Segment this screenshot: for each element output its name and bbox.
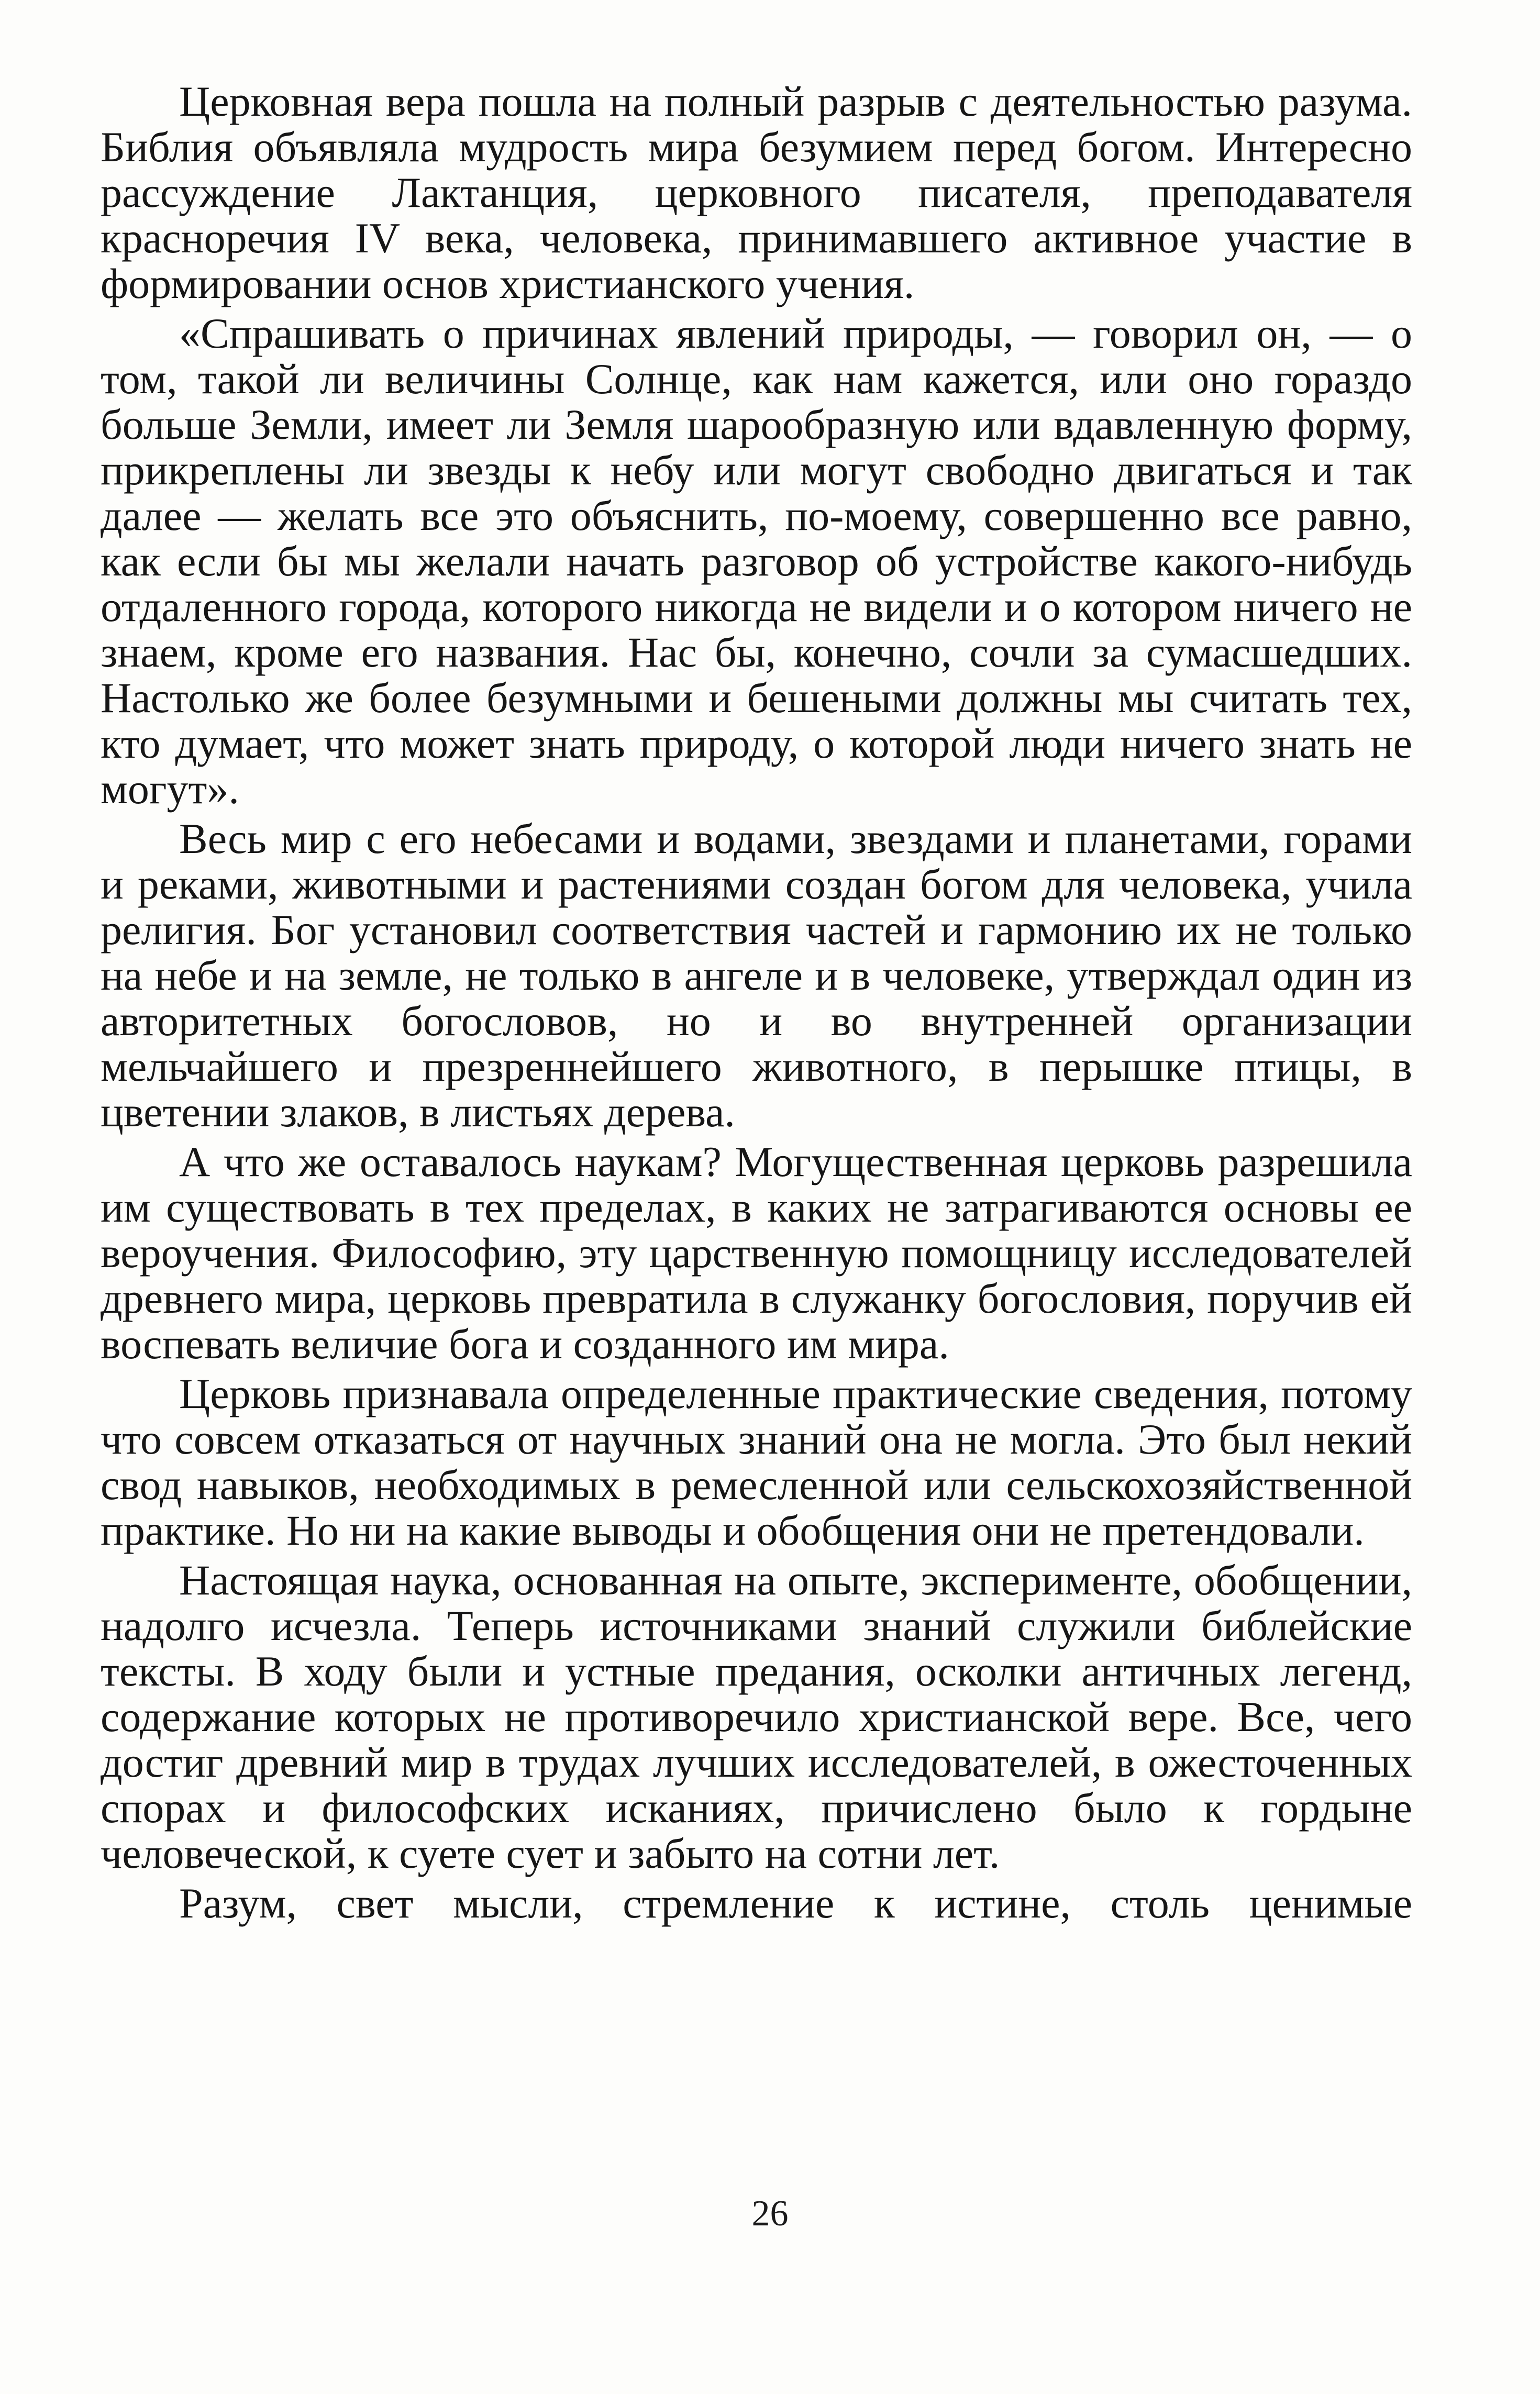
paragraph-true-science: Настоящая наука, основанная на опыте, эксперименте, обобщении, надолго исчезла. Теперь источниками знаний служили библейские тексты. В ходу были и устные предания, осколки античных легенд, содержание которых не противоречило христианской вере. Все, чего достиг древний мир в трудах лучших исследователей, в ожесточенных спорах и философских исканиях, причислено было к гордыне человеческой, к суете сует и забыто на сотни лет. [101, 1556, 1412, 1877]
paragraph-reason: Разум, свет мысли, стремление к истине, столь ценимые [179, 1879, 1412, 1927]
paragraph-sciences: А что же оставалось наукам? Могущественная церковь разрешила им существовать в тех пределах, в каких не затрагиваются основы ее вероучения. Философию, эту царственную помощницу исследователей древнего мира, церковь превратила в служанку богословия, поручив ей воспевать величие бога и созданного им мира. [101, 1138, 1412, 1368]
page-number: 26 [751, 2193, 789, 2234]
paragraph-practical-knowledge: Церковь признавала определенные практические сведения, потому что совсем отказаться от научных знаний она не могла. Это был некий свод навыков, необходимых в ремесленной или сельскохозяйственной практике. Но ни на какие выводы и обобщения они не претендовали. [101, 1370, 1412, 1554]
paragraph-church-faith: Церковная вера пошла на полный разрыв с деятельностью разума. Библия объявляла мудрость мира безумием перед богом. Интересно рассуждение Лактанция, церковного писателя, преподавателя красноречия IV века, человека, принимавшего активное участие в формировании основ христианского учения. [101, 77, 1412, 307]
paragraph-world-created: Весь мир с его небесами и водами, звездами и планетами, горами и реками, животными и растениями создан богом для человека, учила религия. Бог установил соответствия частей и гармонию их не только на небе и на земле, не только в ангеле и в человеке, утверждал один из авторитетных богословов, но и во внутренней организации мельчайшего и презреннейшего животного, в перышке птицы, в цветении злаков, в листьях дерева. [101, 815, 1412, 1136]
body-text [101, 79, 1412, 1926]
paragraph-lactantius-quote: «Спрашивать о причинах явлений природы, — говорил он, — о том, такой ли величины Солнце, как нам кажется, или оно гораздо больше Земли, имеет ли Земля шарообразную или вдавленную форму, прикреплены ли звезды к небу или могут свободно двигаться и так далее — желать все это объяснить, по-моему, совершенно все равно, как если бы мы желали начать разговор об устройстве какого-нибудь отдаленного города, которого никогда не видели и о котором ничего не знаем, кроме его названия. Нас бы, конечно, сочли за сумасшедших. Настолько же более безумными и бешеными должны мы считать тех, кто думает, что может знать природу, о которой люди ничего знать не могут». [101, 309, 1412, 813]
